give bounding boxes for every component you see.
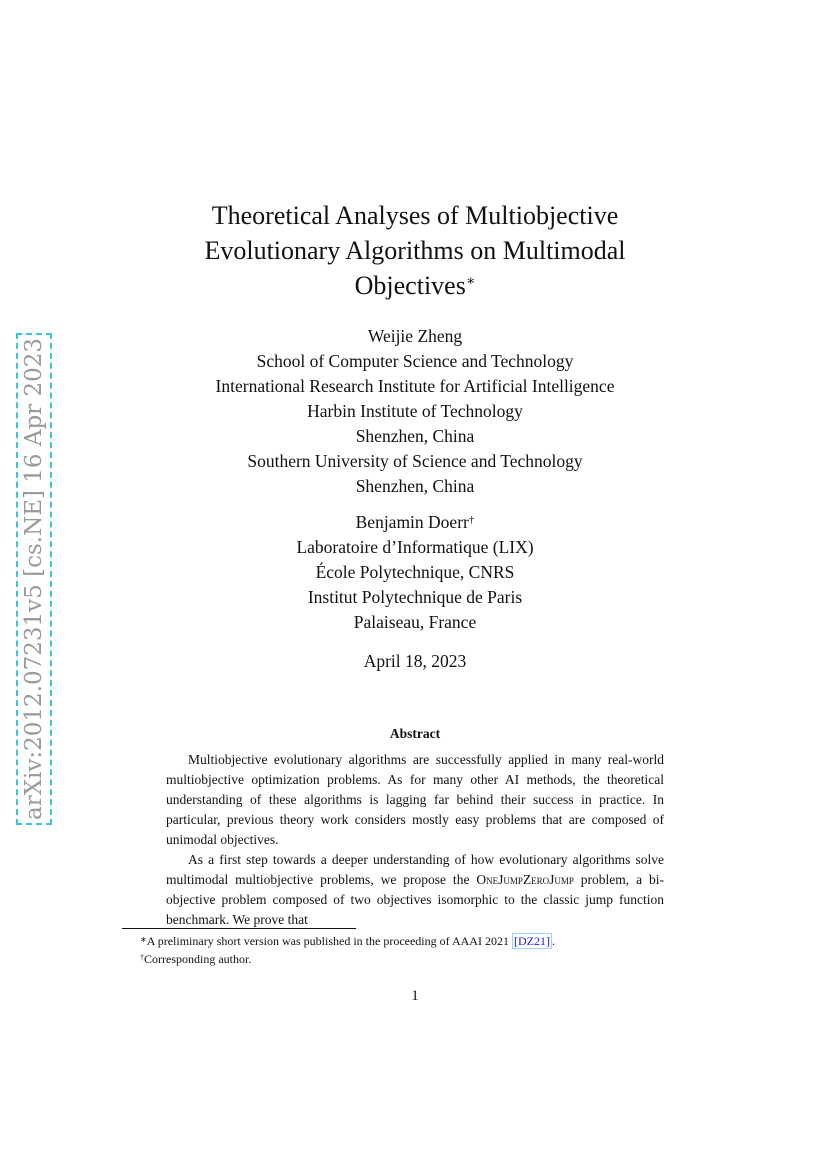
affiliation-line: Southern University of Science and Technology (247, 451, 583, 471)
title-line: Evolutionary Algorithms on Multimodal (204, 236, 626, 265)
citation-link[interactable]: [DZ21] (513, 934, 550, 948)
affiliation-line: Institut Polytechnique de Paris (307, 587, 523, 607)
footnote-text: Corresponding author. (144, 952, 252, 966)
abstract-heading: Abstract (389, 726, 441, 741)
author-name (120, 510, 710, 535)
affiliation-line: Harbin Institute of Technology (307, 401, 523, 421)
abstract-paragraph: Multiobjective evolutionary algorithms are successfully applied in many real-world multiobjective optimization problems. As for many other AI methods, the theoretical understanding of these algorithms is lagging far behind their success in practice. In particular, previous theory work considers mostly easy problems that are composed of unimodal objectives. (166, 752, 664, 847)
problem-name: OneJumpZeroJump (476, 872, 574, 887)
arxiv-stamp (16, 333, 52, 825)
title-line (120, 268, 710, 303)
footnotes (140, 932, 700, 968)
paper-date: April 18, 2023 (363, 651, 467, 671)
title-line: Theoretical Analyses of Multiobjective (211, 201, 619, 230)
affiliation-line: École Polytechnique, CNRS (315, 562, 515, 582)
footnote-text-end: . (551, 934, 555, 948)
footnote (140, 932, 700, 950)
affiliation-line: Shenzhen, China (355, 426, 475, 446)
footnote-rule (122, 928, 356, 929)
affiliation-line: Shenzhen, China (355, 476, 475, 496)
affiliation-line: Palaiseau, France (353, 612, 477, 632)
author-name: Weijie Zheng (367, 326, 463, 346)
footnote-mark: † (140, 953, 144, 962)
page-number: 1 (411, 988, 419, 1004)
footnote-mark: ∗ (140, 935, 147, 944)
footnote (140, 950, 700, 968)
abstract-body (166, 750, 664, 930)
affiliation-line: School of Computer Science and Technology (256, 351, 574, 371)
title-line-text: Objectives (354, 271, 466, 300)
author-name-text: Benjamin Doerr (355, 512, 469, 532)
footnote-text: A preliminary short version was published in the proceeding of AAAI 2021 (146, 934, 512, 948)
abstract-text: As a first step towards a deeper understanding of how evolutionary algorithms solve multimodal multiobjective problems, we propose the (166, 852, 664, 887)
title-footnote-mark: ∗ (465, 274, 476, 289)
arxiv-stamp-text: arXiv:2012.07231v5 [cs.NE] 16 Apr 2023 (21, 337, 47, 821)
affiliation-line: International Research Institute for Artificial Intelligence (215, 376, 615, 396)
affiliation-line: Laboratoire d’Informatique (LIX) (296, 537, 534, 557)
paper-title (120, 198, 710, 303)
author-footnote-mark: † (468, 514, 475, 526)
author-block-2 (120, 510, 710, 635)
abstract-text: problem, a bi-objective problem composed of two objectives isomorphic to the classic jump function benchmark. We prove that (166, 872, 664, 927)
abstract-paragraph (166, 850, 664, 930)
author-block-1 (120, 324, 710, 499)
